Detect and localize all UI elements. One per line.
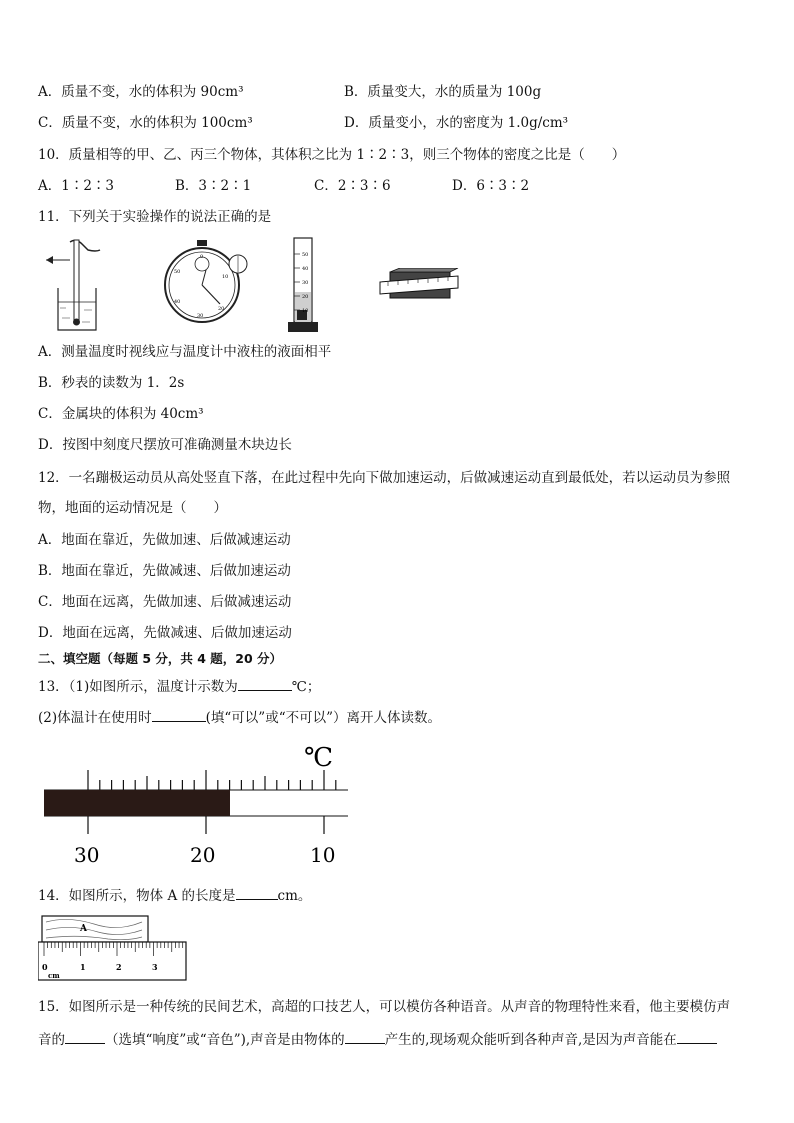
- section-title: 二、填空题（每题 5 分，共 4 题，20 分）: [38, 651, 283, 666]
- q9-option-c: C．质量不变，水的体积为 100cm³: [38, 115, 253, 131]
- q9-option-b: B．质量变大，水的质量为 100g: [344, 84, 542, 100]
- cylinder-label-40: 40: [302, 266, 309, 272]
- q15-line2-text-a: 音的: [38, 1032, 65, 1048]
- ruler-label-2: 2: [116, 962, 122, 972]
- thermometer-scale-figure: [40, 738, 352, 868]
- stopwatch-label-10: 10: [222, 274, 229, 280]
- q14-stem-text: 14．如图所示，物体 A 的长度是: [38, 888, 236, 904]
- stopwatch-label-50: 50: [174, 269, 181, 275]
- q11-option-b: B．秒表的读数为 1．2s: [38, 375, 185, 391]
- q9-option-d: D．质量变小，水的密度为 1.0g/cm³: [344, 115, 569, 131]
- q15-blank-1[interactable]: [65, 1029, 105, 1044]
- cylinder-label-50: 50: [302, 252, 309, 258]
- q15-blank-3[interactable]: [677, 1029, 717, 1044]
- stopwatch-label-20: 20: [218, 306, 225, 312]
- cylinder-label-30: 30: [302, 280, 309, 286]
- q13-line2-text: (2)体温计在使用时: [38, 710, 152, 726]
- measuring-cylinder-figure: [284, 236, 320, 334]
- q13-line2-text-post: (填“可以”或“不可以”）离开人体读数。: [205, 710, 441, 726]
- q13-line1-text: 13．（1)如图所示，温度计示数为: [38, 679, 238, 695]
- scale-label-30: 30: [74, 843, 100, 867]
- q11-option-a: A．测量温度时视线应与温度计中液柱的液面相平: [38, 344, 332, 360]
- q10-option-c: C．2∶3∶6: [314, 178, 391, 194]
- ruler-label-0: 0: [42, 962, 48, 972]
- ruler-block-figure: [378, 268, 460, 304]
- q13-blank-2[interactable]: [152, 707, 206, 722]
- q15-blank-2[interactable]: [345, 1029, 385, 1044]
- q11-option-d: D．按图中刻度尺摆放可准确测量木块边长: [38, 437, 292, 453]
- q14-blank[interactable]: [236, 885, 278, 900]
- q15-line2: [38, 1029, 717, 1049]
- stopwatch-figure: [160, 240, 256, 324]
- celsius-unit: ℃: [304, 743, 334, 773]
- q12-option-c: C．地面在远离，先做加速、后做减速运动: [38, 594, 292, 610]
- q12-option-d: D．地面在远离，先做减速、后做加速运动: [38, 625, 292, 641]
- q10-stem: 10．质量相等的甲、乙、丙三个物体，其体积之比为 1∶2∶3，则三个物体的密度之比是（ ）: [38, 147, 626, 163]
- ruler-unit: cm: [48, 971, 60, 980]
- q12-option-b: B．地面在靠近，先做减速、后做加速运动: [38, 563, 291, 579]
- q10-option-d: D．6∶3∶2: [452, 178, 530, 194]
- thermometer-beaker-figure: [44, 236, 106, 334]
- ruler-label-3: 3: [152, 962, 158, 972]
- stopwatch-label-40: 40: [174, 299, 181, 305]
- cylinder-label-10: 10: [302, 308, 309, 314]
- q10-option-b: B．3∶2∶1: [175, 178, 252, 194]
- scale-label-20: 20: [190, 843, 216, 867]
- q13-line2: [38, 707, 441, 727]
- ruler-label-1: 1: [80, 962, 86, 972]
- stopwatch-label-0: 0: [200, 254, 204, 260]
- cylinder-label-20: 20: [302, 294, 309, 300]
- q12-option-a: A．地面在靠近，先做加速、后做减速运动: [38, 532, 291, 548]
- q13-line1: [38, 676, 320, 696]
- q15-line2-text-c: 产生的,现场观众能听到各种声音,是因为声音能在: [384, 1032, 677, 1048]
- q13-blank-1[interactable]: [238, 676, 292, 691]
- scale-label-10: 10: [310, 843, 336, 867]
- q11-stem: 11．下列关于实验操作的说法正确的是: [38, 209, 272, 225]
- q9-option-a: A．质量不变，水的体积为 90cm³: [38, 84, 244, 100]
- q14-stem: [38, 885, 311, 905]
- q10-option-a: A．1∶2∶3: [38, 178, 115, 194]
- q11-option-c: C．金属块的体积为 40cm³: [38, 406, 204, 422]
- q12-stem-line2: 物，地面的运动情况是（ ）: [38, 500, 227, 516]
- q14-stem-unit: cm。: [277, 888, 312, 904]
- q12-stem-line1: 12．一名蹦极运动员从高处竖直下落，在此过程中先向下做加速运动，后做减速运动直到最低处，若以运动员为参照: [38, 470, 731, 486]
- q15-line1: 15．如图所示是一种传统的民间艺术，高超的口技艺人，可以模仿各种语音。从声音的物理特性来看，他主要模仿声: [38, 999, 731, 1015]
- stopwatch-label-30: 30: [197, 313, 204, 319]
- q13-line1-unit: ℃；: [291, 679, 321, 695]
- object-ruler-figure: [38, 912, 190, 984]
- object-a-label: A: [80, 924, 87, 934]
- q15-line2-text-b: （选填“响度”或“音色”),声音是由物体的: [105, 1032, 345, 1048]
